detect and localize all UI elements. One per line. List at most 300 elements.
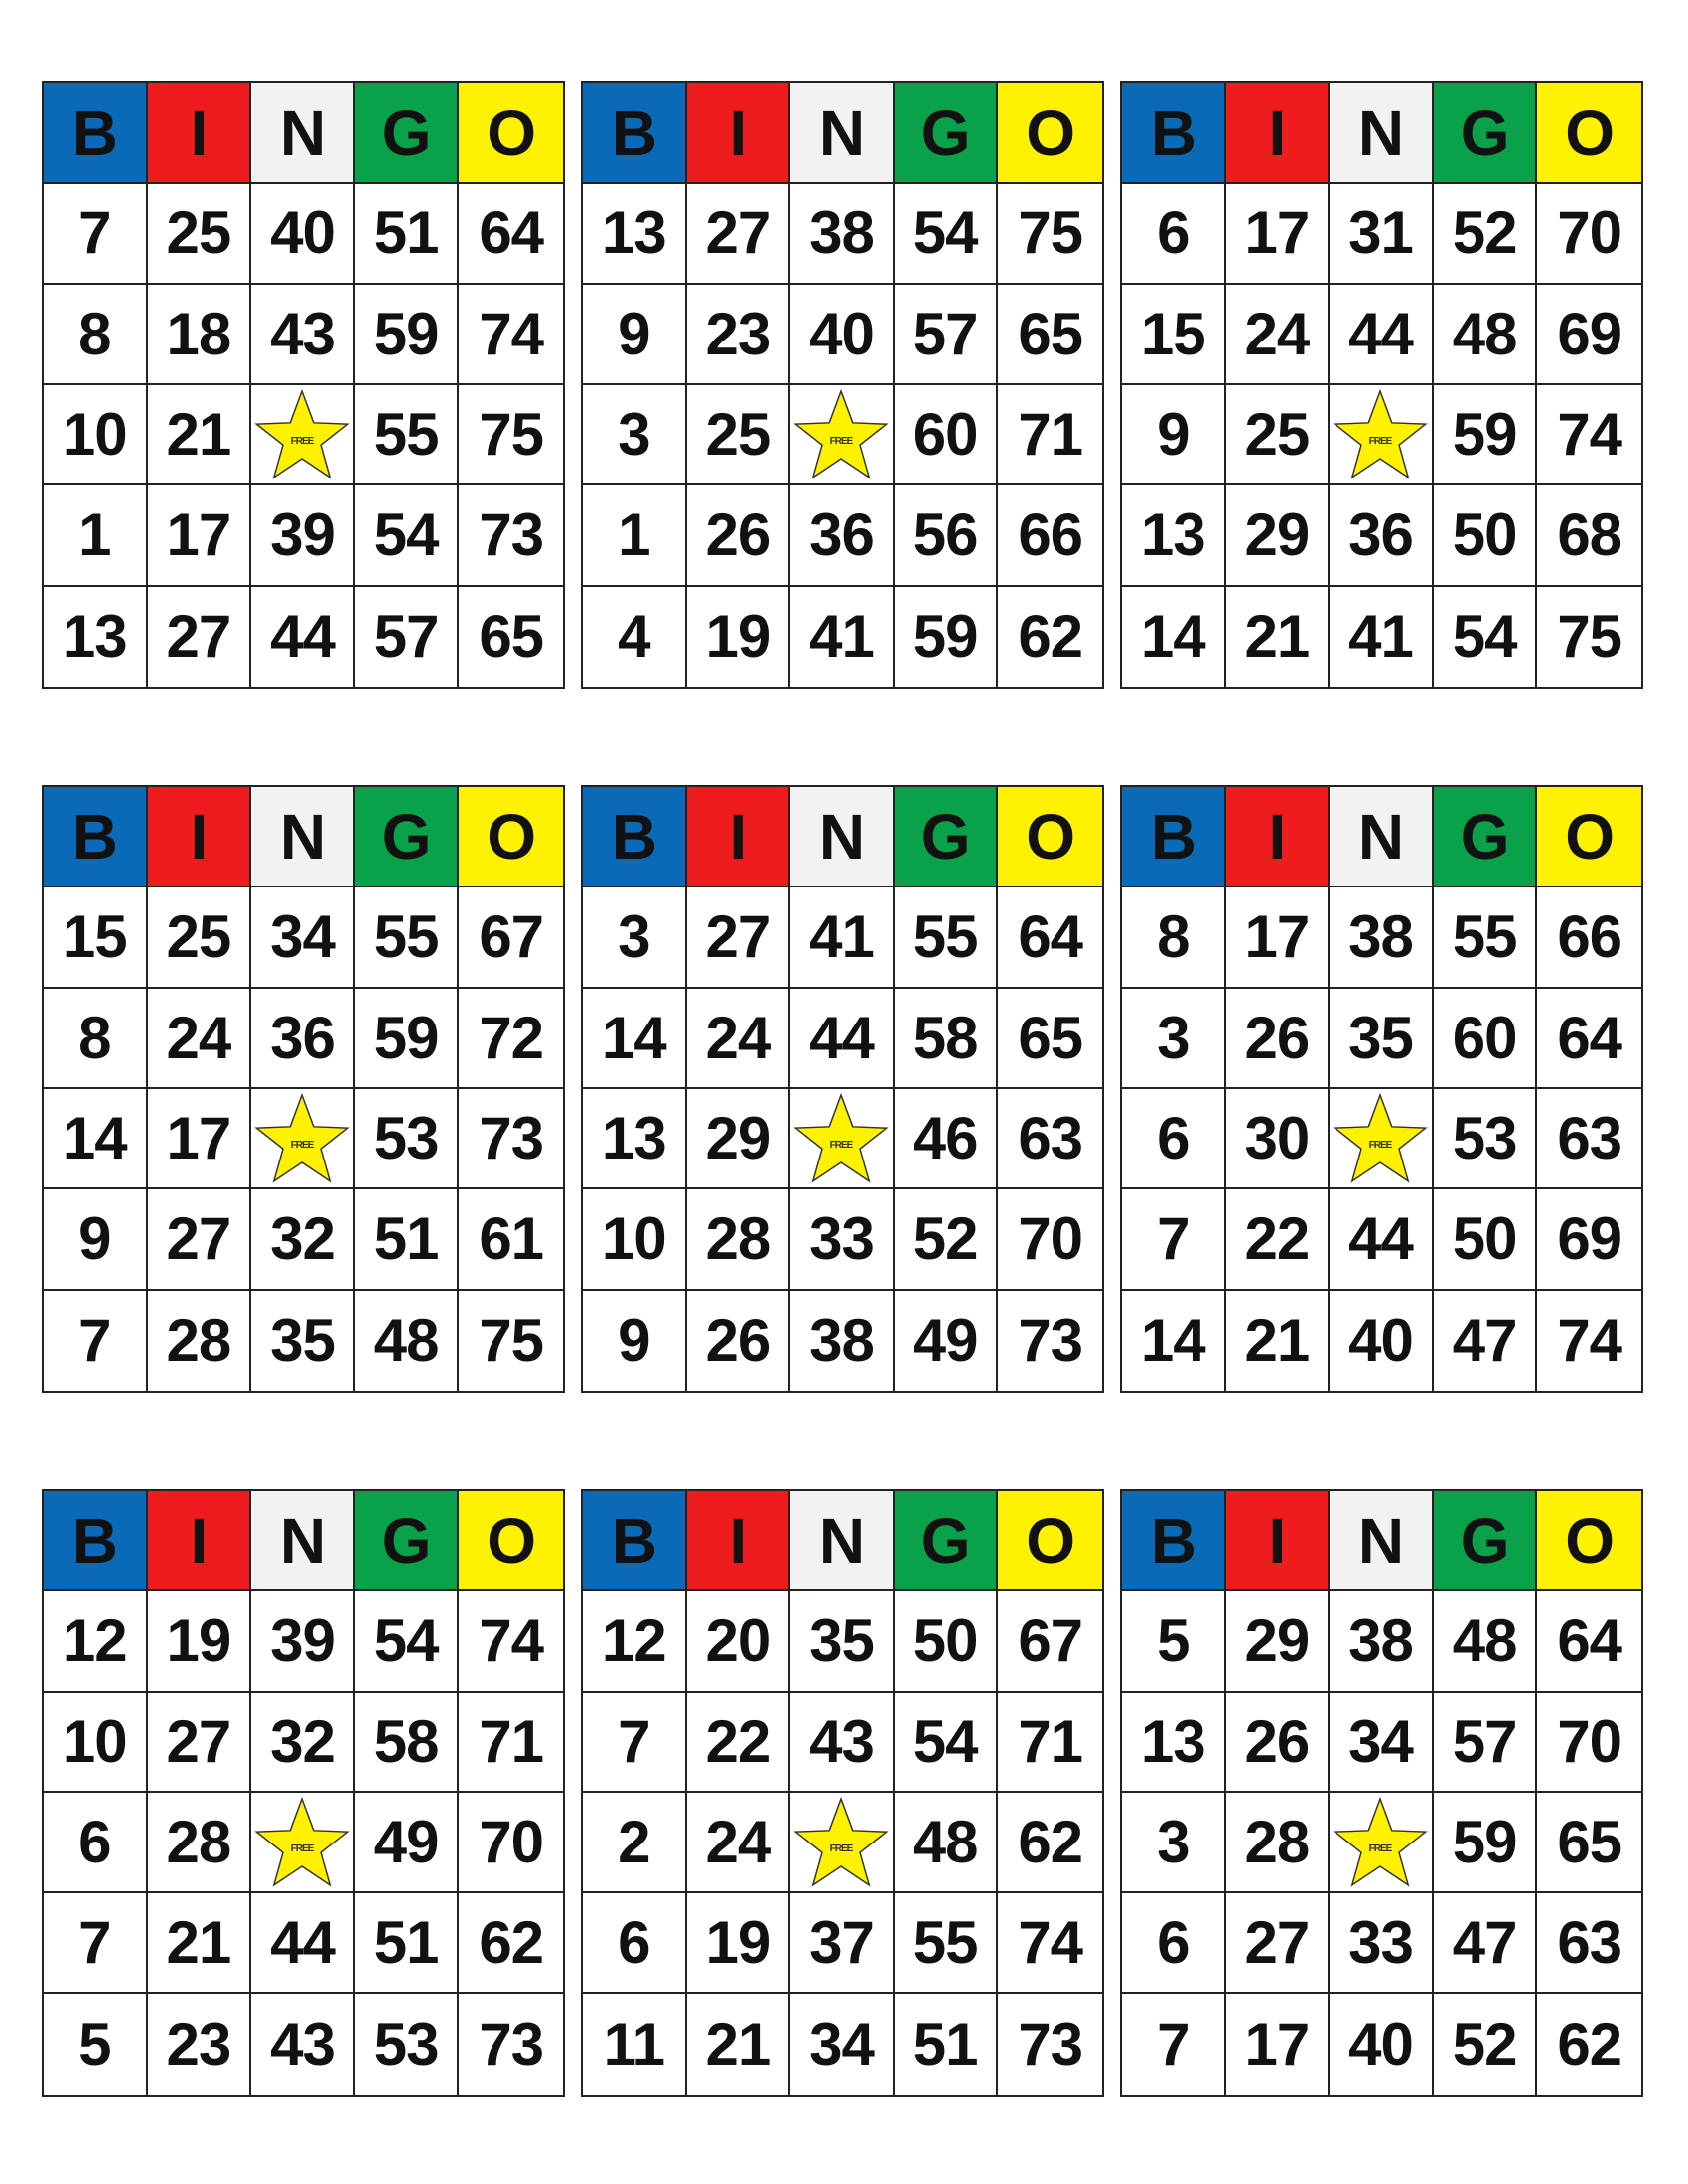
bingo-number: 24	[148, 989, 252, 1089]
bingo-number: 54	[355, 485, 460, 586]
bingo-number: 73	[998, 1291, 1102, 1391]
bingo-number: 9	[44, 1189, 148, 1290]
bingo-number: 73	[459, 1089, 563, 1189]
header-letter-i: I	[1226, 787, 1331, 887]
bingo-number: 29	[687, 1089, 791, 1189]
bingo-card	[581, 81, 1104, 689]
bingo-number: 25	[148, 887, 252, 988]
bingo-number: 73	[459, 485, 563, 586]
bingo-number: 55	[355, 385, 460, 485]
bingo-number: 6	[583, 1893, 687, 1993]
bingo-number: 63	[1537, 1893, 1641, 1993]
bingo-number: 74	[1537, 1291, 1641, 1391]
header-letter-b: B	[583, 83, 687, 184]
free-space	[790, 1089, 895, 1189]
bingo-number: 24	[687, 989, 791, 1089]
bingo-number: 62	[998, 1793, 1102, 1893]
bingo-number: 27	[1226, 1893, 1331, 1993]
bingo-number: 5	[1122, 1591, 1226, 1692]
header-letter-n: N	[251, 787, 355, 887]
header-letter-g: G	[895, 1491, 999, 1591]
bingo-number: 25	[148, 184, 252, 284]
bingo-number: 35	[251, 1291, 355, 1391]
bingo-number: 50	[1434, 1189, 1538, 1290]
header-letter-b: B	[583, 787, 687, 887]
bingo-number: 25	[687, 385, 791, 485]
bingo-number: 60	[895, 385, 999, 485]
bingo-number: 33	[1330, 1893, 1434, 1993]
bingo-number: 27	[148, 587, 252, 687]
bingo-number: 21	[1226, 587, 1331, 687]
bingo-number: 10	[583, 1189, 687, 1290]
bingo-number: 26	[687, 485, 791, 586]
bingo-number: 10	[44, 385, 148, 485]
free-label: FREE	[830, 1843, 853, 1854]
bingo-number: 27	[148, 1693, 252, 1793]
free-space	[790, 1793, 895, 1893]
bingo-card	[581, 1489, 1104, 2097]
bingo-number: 13	[44, 587, 148, 687]
bingo-number: 38	[790, 184, 895, 284]
bingo-number: 14	[583, 989, 687, 1089]
bingo-number: 55	[895, 1893, 999, 1993]
bingo-number: 72	[459, 989, 563, 1089]
bingo-number: 27	[687, 887, 791, 988]
bingo-number: 21	[148, 385, 252, 485]
bingo-number: 48	[1434, 1591, 1538, 1692]
header-letter-g: G	[355, 787, 460, 887]
bingo-number: 35	[790, 1591, 895, 1692]
bingo-number: 7	[1122, 1189, 1226, 1290]
bingo-number: 7	[44, 184, 148, 284]
bingo-number: 43	[251, 1994, 355, 2095]
bingo-number: 58	[895, 989, 999, 1089]
bingo-number: 69	[1537, 1189, 1641, 1290]
bingo-number: 14	[1122, 587, 1226, 687]
bingo-number: 71	[998, 385, 1102, 485]
bingo-number: 3	[1122, 989, 1226, 1089]
bingo-number: 4	[583, 587, 687, 687]
header-letter-b: B	[1122, 83, 1226, 184]
bingo-number: 1	[44, 485, 148, 586]
bingo-number: 21	[687, 1994, 791, 2095]
bingo-number: 49	[895, 1291, 999, 1391]
bingo-number: 19	[148, 1591, 252, 1692]
bingo-number: 36	[790, 485, 895, 586]
bingo-grid	[1122, 1491, 1641, 2095]
bingo-number: 64	[998, 887, 1102, 988]
bingo-number: 74	[1537, 385, 1641, 485]
header-letter-b: B	[583, 1491, 687, 1591]
star-icon	[1331, 1091, 1430, 1186]
free-space	[1330, 1793, 1434, 1893]
bingo-number: 25	[1226, 385, 1331, 485]
header-letter-b: B	[1122, 787, 1226, 887]
star-shape	[257, 391, 348, 478]
bingo-number: 17	[148, 1089, 252, 1189]
bingo-number: 58	[355, 1693, 460, 1793]
free-label: FREE	[291, 1139, 314, 1151]
bingo-number: 48	[895, 1793, 999, 1893]
bingo-number: 28	[148, 1291, 252, 1391]
bingo-number: 54	[1434, 587, 1538, 687]
header-letter-i: I	[148, 83, 252, 184]
free-space	[1330, 1089, 1434, 1189]
bingo-number: 44	[790, 989, 895, 1089]
bingo-number: 53	[355, 1089, 460, 1189]
free-space	[251, 1089, 355, 1189]
bingo-number: 6	[1122, 1089, 1226, 1189]
bingo-number: 11	[583, 1994, 687, 2095]
bingo-number: 51	[355, 184, 460, 284]
bingo-number: 44	[1330, 285, 1434, 385]
bingo-number: 63	[1537, 1089, 1641, 1189]
bingo-number: 59	[355, 989, 460, 1089]
free-space	[790, 385, 895, 485]
header-letter-o: O	[998, 83, 1102, 184]
bingo-number: 6	[1122, 184, 1226, 284]
bingo-number: 34	[251, 887, 355, 988]
bingo-number: 66	[1537, 887, 1641, 988]
bingo-number: 36	[1330, 485, 1434, 586]
header-letter-g: G	[1434, 83, 1538, 184]
bingo-grid	[44, 83, 563, 687]
header-letter-n: N	[790, 83, 895, 184]
bingo-number: 26	[1226, 989, 1331, 1089]
header-letter-g: G	[1434, 787, 1538, 887]
bingo-number: 55	[355, 887, 460, 988]
star-shape	[796, 1095, 887, 1181]
bingo-number: 18	[148, 285, 252, 385]
bingo-number: 20	[687, 1591, 791, 1692]
bingo-number: 14	[1122, 1291, 1226, 1391]
header-letter-o: O	[459, 1491, 563, 1591]
bingo-number: 52	[1434, 1994, 1538, 2095]
bingo-number: 12	[583, 1591, 687, 1692]
free-space	[251, 385, 355, 485]
bingo-number: 43	[790, 1693, 895, 1793]
bingo-number: 55	[1434, 887, 1538, 988]
bingo-number: 43	[251, 285, 355, 385]
bingo-number: 13	[583, 1089, 687, 1189]
bingo-number: 3	[583, 385, 687, 485]
header-letter-b: B	[44, 787, 148, 887]
bingo-number: 41	[790, 587, 895, 687]
bingo-number: 59	[1434, 385, 1538, 485]
star-shape	[257, 1799, 348, 1885]
bingo-number: 28	[148, 1793, 252, 1893]
bingo-card	[42, 1489, 565, 2097]
bingo-grid	[583, 787, 1102, 1391]
bingo-number: 5	[44, 1994, 148, 2095]
bingo-number: 52	[895, 1189, 999, 1290]
bingo-number: 71	[998, 1693, 1102, 1793]
free-label: FREE	[1369, 435, 1392, 447]
bingo-number: 68	[1537, 485, 1641, 586]
header-letter-i: I	[1226, 83, 1331, 184]
bingo-number: 17	[1226, 1994, 1331, 2095]
bingo-number: 44	[1330, 1189, 1434, 1290]
header-letter-o: O	[459, 787, 563, 887]
bingo-number: 22	[1226, 1189, 1331, 1290]
header-letter-i: I	[148, 787, 252, 887]
header-letter-i: I	[148, 1491, 252, 1591]
bingo-number: 41	[790, 887, 895, 988]
bingo-number: 67	[998, 1591, 1102, 1692]
bingo-number: 56	[895, 485, 999, 586]
header-letter-i: I	[687, 83, 791, 184]
bingo-number: 38	[790, 1291, 895, 1391]
header-letter-g: G	[1434, 1491, 1538, 1591]
header-letter-n: N	[790, 787, 895, 887]
bingo-grid	[1122, 83, 1641, 687]
bingo-number: 44	[251, 587, 355, 687]
bingo-number: 38	[1330, 887, 1434, 988]
header-letter-n: N	[251, 1491, 355, 1591]
bingo-number: 3	[583, 887, 687, 988]
bingo-number: 64	[1537, 989, 1641, 1089]
header-letter-n: N	[1330, 1491, 1434, 1591]
header-letter-o: O	[1537, 787, 1641, 887]
star-icon	[252, 1795, 352, 1890]
bingo-number: 8	[44, 989, 148, 1089]
star-icon	[252, 387, 352, 482]
star-shape	[796, 1799, 887, 1885]
bingo-grid	[1122, 787, 1641, 1391]
bingo-number: 17	[148, 485, 252, 586]
header-letter-g: G	[355, 1491, 460, 1591]
bingo-number: 63	[998, 1089, 1102, 1189]
header-letter-n: N	[790, 1491, 895, 1591]
bingo-number: 1	[583, 485, 687, 586]
header-letter-o: O	[998, 1491, 1102, 1591]
bingo-number: 70	[459, 1793, 563, 1893]
bingo-number: 53	[1434, 1089, 1538, 1189]
bingo-number: 49	[355, 1793, 460, 1893]
free-space	[251, 1793, 355, 1893]
bingo-number: 7	[44, 1893, 148, 1993]
star-icon	[1331, 1795, 1430, 1890]
star-icon	[791, 1795, 891, 1890]
bingo-number: 70	[998, 1189, 1102, 1290]
star-shape	[1336, 1799, 1426, 1885]
header-letter-i: I	[1226, 1491, 1331, 1591]
bingo-number: 74	[459, 285, 563, 385]
bingo-number: 34	[790, 1994, 895, 2095]
bingo-number: 57	[1434, 1693, 1538, 1793]
bingo-number: 75	[459, 385, 563, 485]
bingo-number: 17	[1226, 887, 1331, 988]
bingo-number: 65	[998, 989, 1102, 1089]
header-letter-n: N	[1330, 83, 1434, 184]
bingo-number: 73	[459, 1994, 563, 2095]
bingo-number: 75	[998, 184, 1102, 284]
bingo-card	[1120, 1489, 1643, 2097]
bingo-number: 75	[459, 1291, 563, 1391]
bingo-number: 62	[459, 1893, 563, 1993]
bingo-number: 37	[790, 1893, 895, 1993]
bingo-number: 57	[895, 285, 999, 385]
bingo-number: 23	[687, 285, 791, 385]
bingo-number: 29	[1226, 485, 1331, 586]
bingo-number: 46	[895, 1089, 999, 1189]
bingo-number: 65	[459, 587, 563, 687]
bingo-number: 9	[583, 1291, 687, 1391]
bingo-number: 39	[251, 1591, 355, 1692]
bingo-number: 54	[355, 1591, 460, 1692]
bingo-grid	[583, 1491, 1102, 2095]
bingo-number: 33	[790, 1189, 895, 1290]
free-label: FREE	[291, 435, 314, 447]
bingo-number: 44	[251, 1893, 355, 1993]
bingo-number: 10	[44, 1693, 148, 1793]
header-letter-n: N	[1330, 787, 1434, 887]
bingo-number: 47	[1434, 1893, 1538, 1993]
bingo-number: 75	[1537, 587, 1641, 687]
bingo-number: 28	[1226, 1793, 1331, 1893]
bingo-grid	[583, 83, 1102, 687]
bingo-number: 26	[687, 1291, 791, 1391]
bingo-number: 7	[1122, 1994, 1226, 2095]
header-letter-n: N	[251, 83, 355, 184]
free-label: FREE	[830, 435, 853, 447]
bingo-number: 65	[1537, 1793, 1641, 1893]
bingo-grid	[44, 1491, 563, 2095]
bingo-number: 13	[583, 184, 687, 284]
star-icon	[252, 1091, 352, 1186]
bingo-number: 61	[459, 1189, 563, 1290]
bingo-number: 54	[895, 1693, 999, 1793]
header-letter-b: B	[44, 83, 148, 184]
bingo-number: 48	[355, 1291, 460, 1391]
bingo-number: 57	[355, 587, 460, 687]
bingo-number: 55	[895, 887, 999, 988]
header-letter-o: O	[1537, 1491, 1641, 1591]
bingo-number: 8	[44, 285, 148, 385]
bingo-number: 40	[790, 285, 895, 385]
bingo-number: 53	[355, 1994, 460, 2095]
bingo-number: 34	[1330, 1693, 1434, 1793]
header-letter-i: I	[687, 787, 791, 887]
free-label: FREE	[830, 1139, 853, 1151]
bingo-card	[1120, 81, 1643, 689]
bingo-number: 54	[895, 184, 999, 284]
bingo-number: 24	[687, 1793, 791, 1893]
star-shape	[796, 391, 887, 478]
bingo-number: 59	[1434, 1793, 1538, 1893]
header-letter-i: I	[687, 1491, 791, 1591]
header-letter-g: G	[895, 83, 999, 184]
bingo-number: 59	[895, 587, 999, 687]
bingo-number: 14	[44, 1089, 148, 1189]
bingo-number: 67	[459, 887, 563, 988]
bingo-number: 3	[1122, 1793, 1226, 1893]
header-letter-o: O	[998, 787, 1102, 887]
bingo-number: 35	[1330, 989, 1434, 1089]
bingo-number: 60	[1434, 989, 1538, 1089]
bingo-number: 7	[583, 1693, 687, 1793]
bingo-number: 29	[1226, 1591, 1331, 1692]
bingo-number: 59	[355, 285, 460, 385]
bingo-number: 27	[687, 184, 791, 284]
bingo-number: 23	[148, 1994, 252, 2095]
bingo-number: 6	[1122, 1893, 1226, 1993]
bingo-number: 27	[148, 1189, 252, 1290]
bingo-number: 22	[687, 1693, 791, 1793]
bingo-number: 74	[459, 1591, 563, 1692]
bingo-grid	[44, 787, 563, 1391]
bingo-number: 51	[355, 1893, 460, 1993]
bingo-number: 13	[1122, 1693, 1226, 1793]
bingo-number: 51	[895, 1994, 999, 2095]
star-shape	[257, 1095, 348, 1181]
star-icon	[791, 1091, 891, 1186]
star-shape	[1336, 391, 1426, 478]
bingo-number: 13	[1122, 485, 1226, 586]
bingo-number: 74	[998, 1893, 1102, 1993]
bingo-number: 62	[998, 587, 1102, 687]
bingo-number: 50	[1434, 485, 1538, 586]
bingo-number: 15	[44, 887, 148, 988]
bingo-number: 24	[1226, 285, 1331, 385]
free-space	[1330, 385, 1434, 485]
bingo-card	[581, 785, 1104, 1393]
free-label: FREE	[1369, 1139, 1392, 1151]
bingo-number: 7	[44, 1291, 148, 1391]
bingo-number: 70	[1537, 184, 1641, 284]
bingo-number: 64	[1537, 1591, 1641, 1692]
bingo-number: 19	[687, 587, 791, 687]
bingo-card	[42, 81, 565, 689]
bingo-card	[42, 785, 565, 1393]
header-letter-g: G	[895, 787, 999, 887]
bingo-number: 26	[1226, 1693, 1331, 1793]
bingo-number: 64	[459, 184, 563, 284]
bingo-number: 52	[1434, 184, 1538, 284]
bingo-number: 39	[251, 485, 355, 586]
bingo-number: 32	[251, 1693, 355, 1793]
bingo-number: 40	[251, 184, 355, 284]
free-label: FREE	[291, 1843, 314, 1854]
bingo-number: 40	[1330, 1994, 1434, 2095]
bingo-number: 17	[1226, 184, 1331, 284]
star-shape	[1336, 1095, 1426, 1181]
bingo-number: 30	[1226, 1089, 1331, 1189]
star-icon	[1331, 387, 1430, 482]
bingo-number: 21	[148, 1893, 252, 1993]
bingo-number: 36	[251, 989, 355, 1089]
bingo-number: 62	[1537, 1994, 1641, 2095]
bingo-number: 19	[687, 1893, 791, 1993]
header-letter-b: B	[1122, 1491, 1226, 1591]
bingo-number: 66	[998, 485, 1102, 586]
bingo-number: 6	[44, 1793, 148, 1893]
bingo-number: 2	[583, 1793, 687, 1893]
header-letter-o: O	[459, 83, 563, 184]
bingo-card	[1120, 785, 1643, 1393]
bingo-number: 41	[1330, 587, 1434, 687]
bingo-number: 69	[1537, 285, 1641, 385]
bingo-number: 47	[1434, 1291, 1538, 1391]
bingo-number: 50	[895, 1591, 999, 1692]
free-label: FREE	[1369, 1843, 1392, 1854]
bingo-number: 65	[998, 285, 1102, 385]
bingo-number: 31	[1330, 184, 1434, 284]
bingo-number: 8	[1122, 887, 1226, 988]
header-letter-g: G	[355, 83, 460, 184]
bingo-number: 15	[1122, 285, 1226, 385]
bingo-number: 38	[1330, 1591, 1434, 1692]
